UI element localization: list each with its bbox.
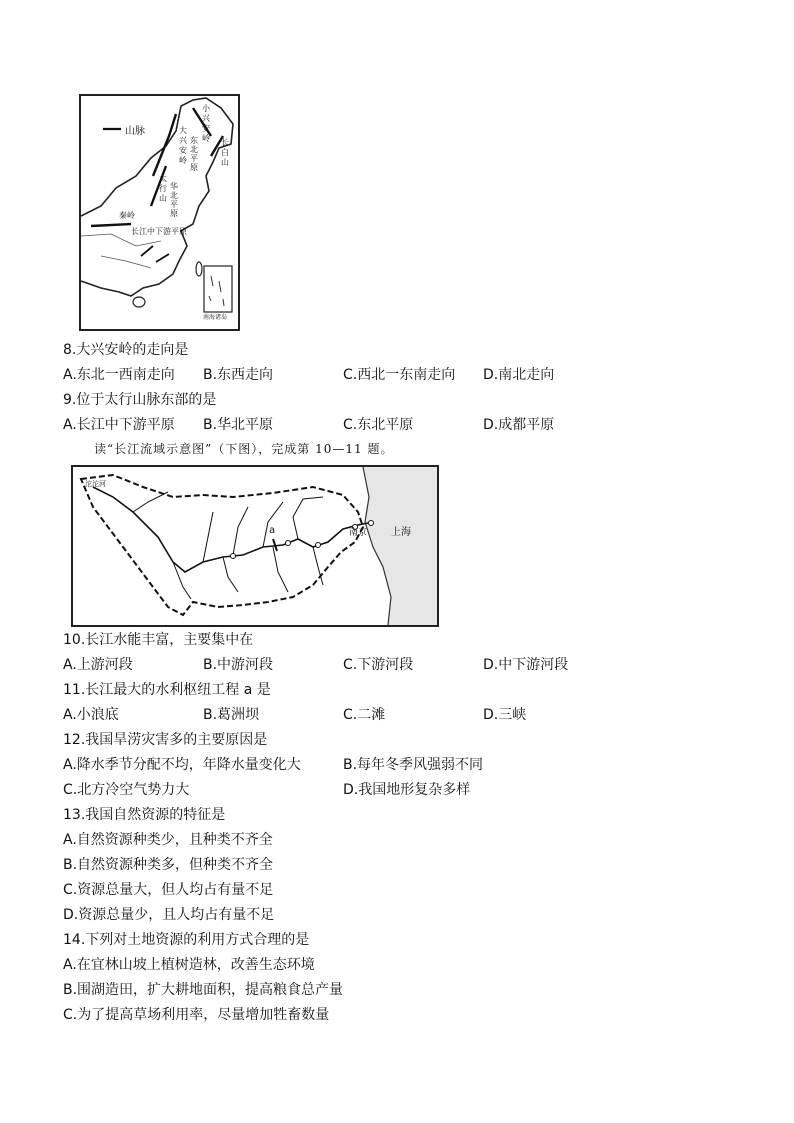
question-10-stem: 10.长江水能丰富，主要集中在 [63,632,254,648]
question-11-stem: 11.长江最大的水利枢纽工程 a 是 [63,682,271,698]
question-11-option-b[interactable]: B.葛洲坝 [203,707,260,723]
label-changjiang-plain: 长江中下游平原 [131,227,187,236]
label-da-xing-an: 大兴安岭 [179,126,187,165]
question-9-option-b[interactable]: B.华北平原 [203,417,274,433]
label-qinling: 秦岭 [119,211,135,220]
question-11-option-c[interactable]: C.二滩 [343,707,386,723]
question-10-option-d[interactable]: D.中下游河段 [483,657,569,673]
label-nanjing: 南京 [349,528,368,538]
map-intro-text: 读“长江流域示意图”（下图），完成第 10—11 题。 [94,442,394,456]
question-9-option-d[interactable]: D.成都平原 [483,417,555,433]
label-dam-a: a [269,525,276,536]
question-12-option-b[interactable]: B.每年冬季风强弱不同 [343,757,484,773]
label-changbai: 长白山 [221,138,229,167]
label-xiao-xing-an: 小兴安岭 [202,104,210,143]
mountain-map [79,94,240,331]
label-river-source: 沱沱河 [85,480,106,488]
question-8-option-b[interactable]: B.东西走向 [203,367,274,383]
question-9-stem: 9.位于太行山脉东部的是 [63,392,217,408]
yangtze-basin-map [71,465,439,627]
question-13-stem: 13.我国自然资源的特征是 [63,807,226,823]
label-shanghai: 上海 [391,527,411,538]
question-13-option-b[interactable]: B.自然资源种类多，但种类不齐全 [63,857,274,873]
question-12-option-c[interactable]: C.北方冷空气势力大 [63,782,190,798]
question-14-option-b[interactable]: B.围湖造田，扩大耕地面积，提高粮食总产量 [63,982,344,998]
question-8-option-d[interactable]: D.南北走向 [483,367,555,383]
legend-label: 山脉 [125,126,145,137]
question-8-stem: 8.大兴安岭的走向是 [63,342,189,358]
label-huabei-plain: 华北平原 [170,182,178,218]
label-taihang: 太行山 [159,174,167,203]
question-13-option-c[interactable]: C.资源总量大，但人均占有量不足 [63,882,274,898]
question-9-option-a[interactable]: A.长江中下游平原 [63,417,175,433]
question-12-option-d[interactable]: D.我国地形复杂多样 [343,782,471,798]
question-11-option-a[interactable]: A.小浪底 [63,707,119,723]
question-14-option-a[interactable]: A.在宜林山坡上植树造林，改善生态环境 [63,957,315,973]
yangtze-map-drawing [73,467,437,625]
question-10-option-c[interactable]: C.下游河段 [343,657,414,673]
label-nanhai: 南海诸岛 [203,314,228,321]
question-11-option-d[interactable]: D.三峡 [483,707,527,723]
question-12-option-a[interactable]: A.降水季节分配不均，年降水量变化大 [63,757,301,773]
question-9-option-c[interactable]: C.东北平原 [343,417,414,433]
question-13-option-a[interactable]: A.自然资源种类少，且种类不齐全 [63,832,273,848]
question-14-stem: 14.下列对土地资源的利用方式合理的是 [63,932,310,948]
question-8-option-a[interactable]: A.东北一西南走向 [63,367,175,383]
question-14-option-c[interactable]: C.为了提高草场利用率，尽量增加牲畜数量 [63,1007,330,1023]
label-dongbei-plain: 东北平原 [190,136,198,172]
question-12-stem: 12.我国旱涝灾害多的主要原因是 [63,732,268,748]
question-8-option-c[interactable]: C.西北一东南走向 [343,367,456,383]
question-10-option-b[interactable]: B.中游河段 [203,657,274,673]
mountain-map-drawing [81,96,238,329]
question-10-option-a[interactable]: A.上游河段 [63,657,133,673]
question-13-option-d[interactable]: D.资源总量少，且人均占有量不足 [63,907,275,923]
